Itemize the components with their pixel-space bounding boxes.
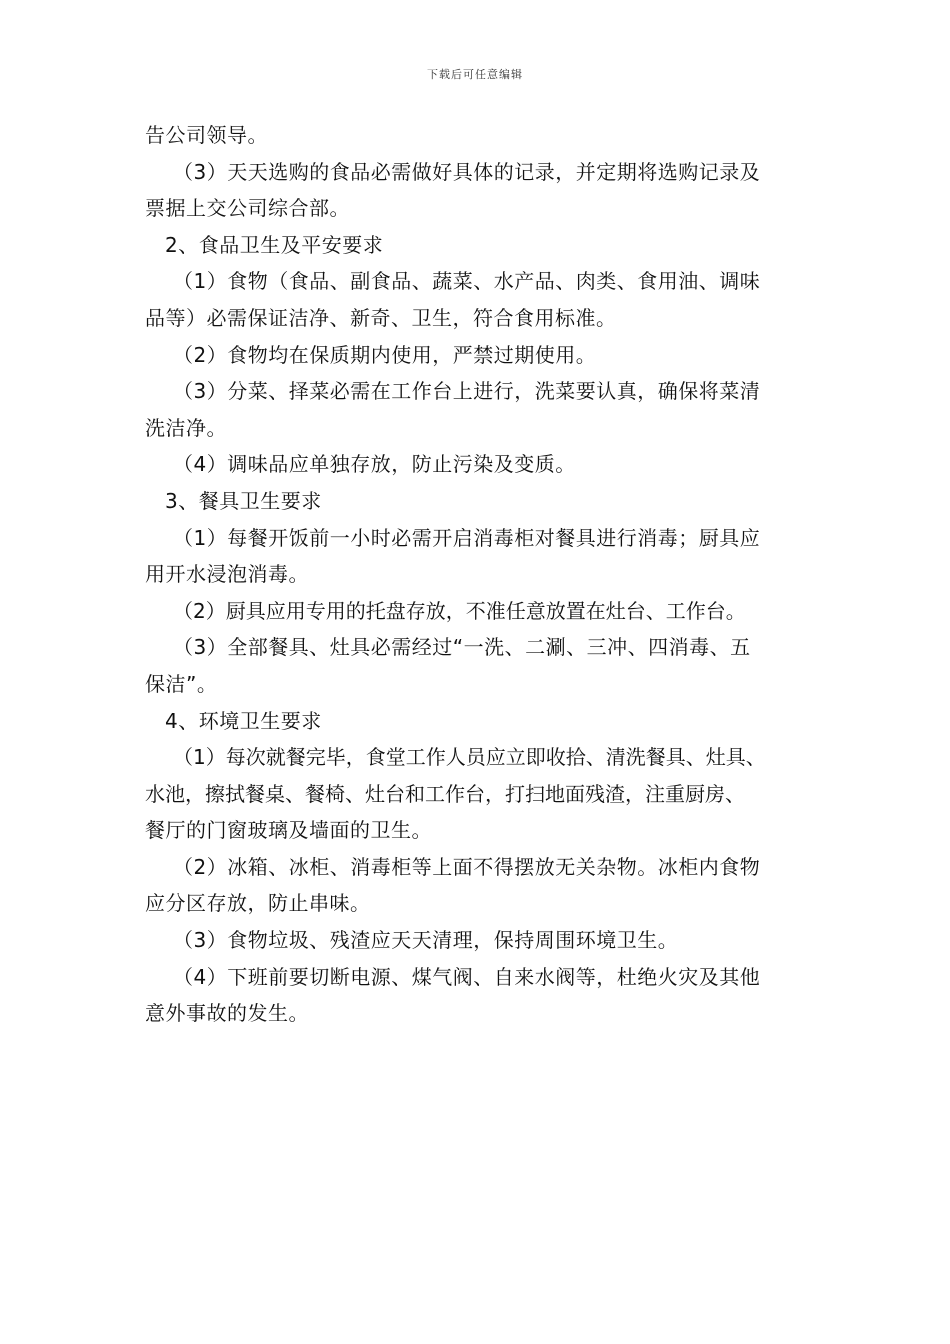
paragraph-line: （2）冰箱、冰柜、消毒柜等上面不得摆放无关杂物。冰柜内食物 <box>173 854 761 879</box>
paragraph-line: 用开水浸泡消毒。 <box>145 562 309 587</box>
paragraph-line: （4）调味品应单独存放，防止污染及变质。 <box>173 452 576 477</box>
section-heading: 4、环境卫生要求 <box>165 708 322 733</box>
paragraph-line: （2）食物均在保质期内使用，严禁过期使用。 <box>173 342 597 367</box>
paragraph-line: 水池，擦拭餐桌、餐椅、灶台和工作台，打扫地面残渣，注重厨房、 <box>145 781 745 806</box>
page-header: 下载后可任意编辑 <box>427 68 523 81</box>
paragraph-line: 保洁”。 <box>145 671 218 696</box>
paragraph-line: （3）全部餐具、灶具必需经过“一洗、二涮、三冲、四消毒、五 <box>173 635 751 660</box>
paragraph-line: 应分区存放，防止串味。 <box>145 891 371 916</box>
paragraph-line: （3）食物垃圾、残渣应天天清理，保持周围环境卫生。 <box>173 928 679 953</box>
document-body <box>145 117 815 1032</box>
paragraph-line: （1）食物（食品、副食品、蔬菜、水产品、肉类、食用油、调味 <box>173 269 761 294</box>
section-heading: 3、餐具卫生要求 <box>165 488 322 513</box>
paragraph-line: 餐厅的门窗玻璃及墙面的卫生。 <box>145 818 432 843</box>
paragraph-line: 票据上交公司综合部。 <box>145 196 350 221</box>
paragraph-line: （3）天天选购的食品必需做好具体的记录，并定期将选购记录及 <box>173 159 761 184</box>
paragraph-line: （2）厨具应用专用的托盘存放，不准任意放置在灶台、工作台。 <box>173 598 746 623</box>
paragraph-line: （3）分菜、择菜必需在工作台上进行，洗菜要认真，确保将菜清 <box>173 379 761 404</box>
paragraph-line: 品等）必需保证洁净、新奇、卫生，符合食用标准。 <box>145 305 617 330</box>
paragraph-line: （1）每餐开饭前一小时必需开启消毒柜对餐具进行消毒；厨具应 <box>173 525 761 550</box>
paragraph-line: 意外事故的发生。 <box>145 1001 309 1026</box>
paragraph-line: 告公司领导。 <box>145 123 268 147</box>
section-heading: 2、食品卫生及平安要求 <box>165 232 384 257</box>
paragraph-line: （4）下班前要切断电源、煤气阀、自来水阀等，杜绝火灾及其他 <box>173 964 761 989</box>
paragraph-line: 洗洁净。 <box>145 415 227 440</box>
paragraph-line: （1）每次就餐完毕，食堂工作人员应立即收拾、清洗餐具、灶具、 <box>173 745 766 770</box>
